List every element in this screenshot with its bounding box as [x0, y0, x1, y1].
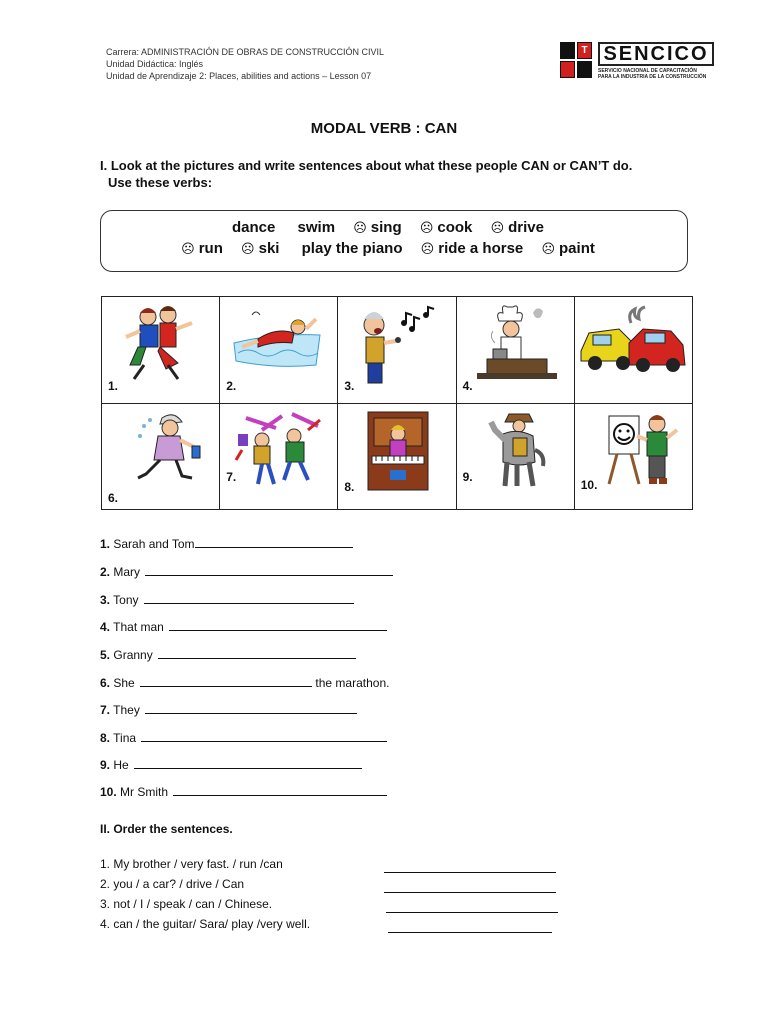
exercise-subject: She — [113, 676, 135, 690]
exercise-subject: Mary — [113, 565, 141, 579]
picture-cell-3 — [338, 297, 456, 404]
logo-brand: SENCICO — [598, 42, 714, 66]
exercise-4 — [100, 618, 387, 634]
picture-number: 10. — [580, 477, 598, 492]
cook-icon — [477, 303, 567, 385]
exercise-subject: Tony — [113, 593, 139, 607]
exercise-number: 5. — [100, 648, 111, 662]
picture-cell-10 — [574, 403, 692, 510]
picture-cell-5 — [574, 297, 692, 404]
page-title: MODAL VERB : CAN — [310, 120, 458, 137]
exercise-1 — [100, 535, 353, 551]
verb-label: cook — [437, 219, 473, 236]
picture-cell-6 — [102, 403, 220, 510]
logo-subtitle — [598, 68, 718, 80]
order-item-2: 2. you / a car? / drive / Can — [100, 877, 245, 891]
picture-cell-2 — [220, 297, 338, 404]
verb-drive — [491, 219, 544, 236]
picture-number: 2. — [226, 379, 237, 393]
section-2-title: II. Order the sentences. — [100, 822, 233, 836]
exercise-6 — [100, 674, 389, 690]
exercise-8 — [100, 729, 387, 745]
order-answer-blank[interactable] — [384, 871, 556, 873]
verb-play-piano — [298, 240, 403, 257]
exercise-number: 7. — [100, 703, 111, 717]
verb-label: paint — [559, 240, 595, 257]
verbs-row-2 — [95, 240, 681, 257]
verb-label: dance — [232, 219, 276, 236]
order-answer-blank[interactable] — [388, 931, 552, 933]
answer-blank[interactable] — [195, 535, 353, 548]
picture-number: 8. — [344, 479, 355, 494]
exercise-number: 4. — [100, 620, 111, 634]
picture-cell-9 — [456, 403, 574, 510]
picture-cell-1 — [102, 297, 220, 404]
picture-number: 1. — [108, 379, 119, 393]
answer-blank[interactable] — [134, 756, 362, 769]
verb-label: drive — [508, 219, 544, 236]
exercise-subject: That man — [113, 620, 164, 634]
picture-number: 4. — [462, 379, 473, 393]
piano-player-icon — [360, 410, 450, 492]
verb-label: swim — [297, 219, 336, 236]
painter-icon — [603, 410, 693, 492]
course-career: Carrera: ADMINISTRACIÓN DE OBRAS DE CONSTRUCCIÓN CIVIL — [106, 47, 385, 57]
exercise-number: 1. — [100, 537, 111, 551]
verbs-box — [100, 210, 688, 272]
answer-blank[interactable] — [145, 701, 357, 714]
dancing-couple-icon — [116, 303, 206, 385]
verb-ride-horse — [421, 240, 524, 257]
exercise-10 — [100, 783, 387, 799]
singer-icon — [346, 303, 450, 385]
horse-rider-icon — [483, 410, 573, 492]
verb-run — [181, 240, 223, 257]
exercise-subject: He — [113, 758, 129, 772]
answer-blank[interactable] — [141, 729, 387, 742]
sad-face-icon: ☹ — [420, 242, 435, 257]
exercise-number: 10. — [100, 785, 117, 799]
exercise-7 — [100, 701, 357, 717]
picture-number: 6. — [108, 490, 119, 505]
order-answer-blank[interactable] — [384, 891, 556, 893]
exercise-5 — [100, 646, 356, 662]
exercise-number: 2. — [100, 565, 111, 579]
verb-cook — [420, 219, 473, 236]
answer-blank[interactable] — [140, 674, 312, 687]
sad-face-icon: ☹ — [181, 242, 195, 257]
verb-label: run — [198, 240, 223, 257]
exercise-number: 8. — [100, 731, 111, 745]
verb-swim — [294, 219, 336, 236]
logo-subtitle-2: PARA LA INDUSTRIA DE LA CONSTRUCCIÓN — [598, 74, 707, 80]
exercise-2 — [100, 563, 393, 579]
exercise-suffix: the marathon. — [315, 676, 390, 690]
verb-dance — [228, 219, 275, 236]
picture-cell-8 — [338, 403, 456, 510]
verb-label: ride a horse — [438, 240, 524, 257]
order-item-1: 1. My brother / very fast. / run /can — [100, 857, 283, 871]
course-info — [106, 46, 384, 82]
exercise-subject: Tina — [113, 731, 137, 745]
exercise-number: 9. — [100, 758, 111, 772]
order-item-4: 4. can / the guitar/ Sara/ play /very well. — [100, 917, 311, 931]
exercise-subject: Mr Smith — [120, 785, 169, 799]
sad-face-icon: ☹ — [353, 221, 367, 236]
runner-granny-icon — [122, 410, 212, 492]
answer-blank[interactable] — [145, 563, 393, 576]
exercise-number: 6. — [100, 676, 111, 690]
verb-ski — [241, 240, 279, 257]
sad-face-icon: ☹ — [419, 221, 434, 236]
sad-face-icon: ☹ — [541, 242, 556, 257]
logo-marks — [560, 42, 596, 82]
answer-blank[interactable] — [144, 591, 354, 604]
exercise-3 — [100, 591, 354, 607]
picture-number: 3. — [344, 379, 355, 393]
order-answer-blank[interactable] — [386, 911, 558, 913]
verb-label: sing — [370, 219, 402, 236]
swimmer-icon — [226, 303, 330, 385]
picture-grid — [101, 296, 693, 510]
instruction-line-1: I. Look at the pictures and write sentences about what these people CAN or CAN’T do. — [100, 158, 633, 173]
verb-label: play the piano — [301, 240, 403, 257]
picture-cell-4 — [456, 297, 574, 404]
skiers-icon — [230, 410, 334, 492]
instruction-line-2: Use these verbs: — [108, 175, 213, 190]
logo-mark-4 — [577, 61, 592, 78]
verbs-row-1 — [93, 219, 679, 236]
instruction — [100, 157, 632, 191]
answer-blank[interactable] — [169, 618, 387, 631]
logo-mark-3 — [560, 61, 575, 78]
verb-label: ski — [258, 240, 280, 257]
sad-face-icon: ☹ — [241, 242, 255, 257]
logo-subtitle-1: SERVICIO NACIONAL DE CAPACITACIÓN — [598, 68, 697, 74]
answer-blank[interactable] — [173, 783, 387, 796]
exercise-number: 3. — [100, 593, 111, 607]
course-lesson: Unidad de Aprendizaje 2: Places, abilities and actions – Lesson 07 — [106, 71, 372, 81]
picture-row-1 — [102, 297, 693, 404]
logo-mark-1 — [560, 42, 575, 59]
picture-number: 9. — [462, 469, 473, 484]
course-unit: Unidad Didáctica: Inglés — [106, 59, 204, 69]
answer-blank[interactable] — [158, 646, 356, 659]
exercise-subject: Granny — [113, 648, 153, 662]
exercise-subject: Sarah and Tom — [113, 537, 195, 551]
verb-sing — [353, 219, 401, 236]
logo-mark-2: T — [577, 42, 592, 59]
exercise-subject: They — [113, 703, 140, 717]
picture-row-2 — [102, 403, 693, 510]
order-item-3: 3. not / I / speak / can / Chinese. — [100, 897, 273, 911]
picture-number: 7. — [226, 469, 237, 484]
verb-paint — [541, 240, 594, 257]
sad-face-icon: ☹ — [490, 221, 505, 236]
car-crash-icon — [577, 303, 691, 385]
sencico-logo — [560, 42, 714, 82]
exercise-9 — [100, 756, 362, 772]
picture-cell-7 — [220, 403, 338, 510]
